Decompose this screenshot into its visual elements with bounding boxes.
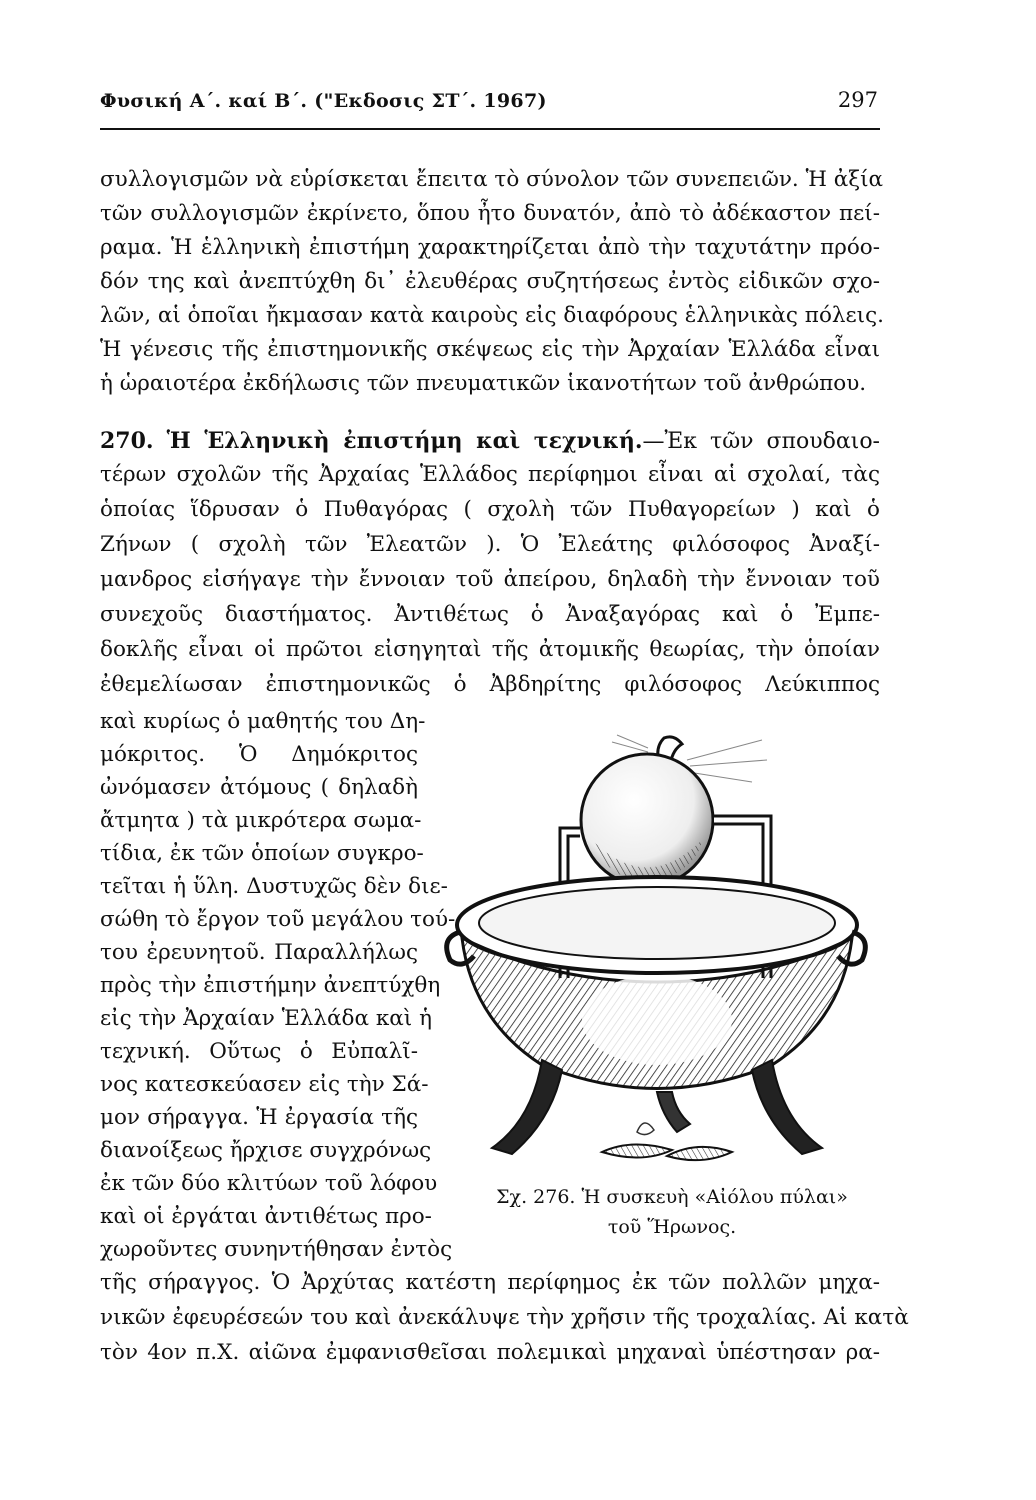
- text-line: τεῖται ἡ ὕλη. Δυστυχῶς δὲν διε-: [100, 874, 448, 899]
- text-line: εἰς τὴν Ἀρχαίαν Ἑλλάδα καὶ ἡ: [100, 1006, 432, 1031]
- text-line: καὶ κυρίως ὁ μαθητής του Δη-: [100, 709, 426, 734]
- text-line: μανδρος εἰσήγαγε τὴν ἔννοιαν τοῦ ἀπείρου, δηλαδὴ τὴν ἔννοιαν τοῦ: [100, 567, 880, 592]
- text-line: συνεχοῦς διαστήματος. Ἀντιθέτως ὁ Ἀναξαγόρας καὶ ὁ Ἐμπε-: [100, 602, 880, 627]
- text-line: πρὸς τὴν ἐπιστήμην ἀνεπτύχθη: [100, 973, 441, 998]
- section-first-line: —Ἐκ τῶν σπουδαιο-: [642, 429, 880, 454]
- text-line: καὶ οἱ ἐργάται ἀντιθέτως προ-: [100, 1204, 432, 1229]
- section-title: Ἡ Ἑλληνικὴ ἐπιστήμη καὶ τεχνική.: [166, 428, 643, 454]
- text-line: τεχνική. Οὕτως ὁ Εὐπαλῖ-: [100, 1039, 418, 1064]
- page-number: 297: [837, 88, 878, 112]
- cauldron-leg: [752, 1060, 822, 1154]
- text-line: ἐθεμελίωσαν ἐπιστημονικῶς ὁ Ἀβδηρίτης φιλόσοφος Λεύκιππος: [100, 672, 880, 697]
- text-line: ὁποίας ἵδρυσαν ὁ Πυθαγόρας ( σχολὴ τῶν Πυθαγορείων ) καὶ ὁ: [100, 497, 880, 522]
- book-title: Φυσική Α΄. καί Β΄. ("Εκδοσις ΣΤ΄. 1967): [100, 90, 547, 112]
- text-line: διανοίξεως ἤρχισε συγχρόνως: [100, 1138, 432, 1163]
- text-line: Ζήνων ( σχολὴ τῶν Ἐλεατῶν ). Ὁ Ἐλεάτης φιλόσοφος Ἀναξί-: [100, 532, 880, 557]
- section-heading: [100, 424, 880, 458]
- text-line: τέρων σχολῶν τῆς Ἀρχαίας Ἑλλάδος περίφημοι εἶναι αἱ σχολαί, τὰς: [100, 462, 880, 487]
- text-line: τῶν συλλογισμῶν ἐκρίνετο, ὅπου ἦτο δυνατόν, ἀπὸ τὸ ἀδέκαστον πεί-: [100, 201, 880, 226]
- fire-wood: [602, 1123, 732, 1160]
- text-line: ἄτμητα ) τὰ μικρότερα σωμα-: [100, 808, 422, 833]
- text-line: ἡ ὡραιοτέρα ἐκδήλωσις τῶν πνευματικῶν ἱκανοτήτων τοῦ ἀνθρώπου.: [100, 371, 867, 396]
- text-line: μόκριτος. Ὁ Δημόκριτος: [100, 742, 418, 767]
- text-line: δόν της καὶ ἀνεπτύχθη δι᾽ ἐλευθέρας συζητήσεως ἐντὸς εἰδικῶν σχο-: [100, 269, 880, 294]
- figure-caption-line1: Σχ. 276. Ἡ συσκευὴ «Αἰόλου πύλαι»: [496, 1186, 848, 1208]
- text-line: μον σήραγγα. Ἡ ἐργασία τῆς: [100, 1105, 418, 1130]
- text-line: λῶν, αἱ ὁποῖαι ἤκμασαν κατὰ καιροὺς εἰς διαφόρους ἑλληνικὰς πόλεις.: [100, 303, 884, 328]
- text-line: τῆς σήραγγος. Ὁ Ἀρχύτας κατέστη περίφημος ἐκ τῶν πολλῶν μηχα-: [100, 1270, 880, 1295]
- aeolipile-figure: [432, 720, 872, 1180]
- sphere: [581, 754, 713, 886]
- text-line: ραμα. Ἡ ἑλληνικὴ ἐπιστήμη χαρακτηρίζεται ἀπὸ τὴν ταχυτάτην πρόο-: [100, 235, 880, 260]
- text-line: τὸν 4ον π.Χ. αἰῶνα ἐμφανισθεῖσαι πολεμικαὶ μηχαναὶ ὑπέστησαν ρα-: [100, 1340, 880, 1365]
- text-line: Ἡ γένεσις τῆς ἐπιστημονικῆς σκέψεως εἰς τὴν Ἀρχαίαν Ἑλλάδα εἶναι: [100, 337, 880, 362]
- text-line: του ἐρευνητοῦ. Παραλλήλως: [100, 940, 418, 965]
- text-line: συλλογισμῶν νὰ εὑρίσκεται ἔπειτα τὸ σύνολον τῶν συνεπειῶν. Ἡ ἀξία: [100, 167, 884, 192]
- text-line: ἐκ τῶν δύο κλιτύων τοῦ λόφου: [100, 1171, 438, 1196]
- text-line: τίδια, ἐκ τῶν ὁποίων συγκρο-: [100, 841, 424, 866]
- text-line: δοκλῆς εἶναι οἱ πρῶτοι εἰσηγηταὶ τῆς ἀτομικῆς θεωρίας, τὴν ὁποίαν: [100, 637, 880, 662]
- text-line: χωροῦντες συνηντήθησαν ἐντὸς: [100, 1237, 453, 1262]
- aeolipile-illustration: [432, 720, 872, 1180]
- text-line: σώθη τὸ ἔργον τοῦ μεγάλου τού-: [100, 907, 456, 932]
- text-line: νικῶν ἐφευρέσεών του καὶ ἀνεκάλυψε τὴν χρῆσιν τῆς τροχαλίας. Αἱ κατὰ: [100, 1305, 909, 1330]
- text-line: νος κατεσκεύασεν εἰς τὴν Σά-: [100, 1072, 429, 1097]
- cauldron-leg: [492, 1060, 562, 1154]
- section-number: 270.: [100, 428, 154, 454]
- text-line: ὠνόμασεν ἀτόμους ( δηλαδὴ: [100, 775, 418, 800]
- running-header: [100, 88, 880, 130]
- figure-caption-line2: τοῦ Ἥρωνος.: [607, 1216, 737, 1238]
